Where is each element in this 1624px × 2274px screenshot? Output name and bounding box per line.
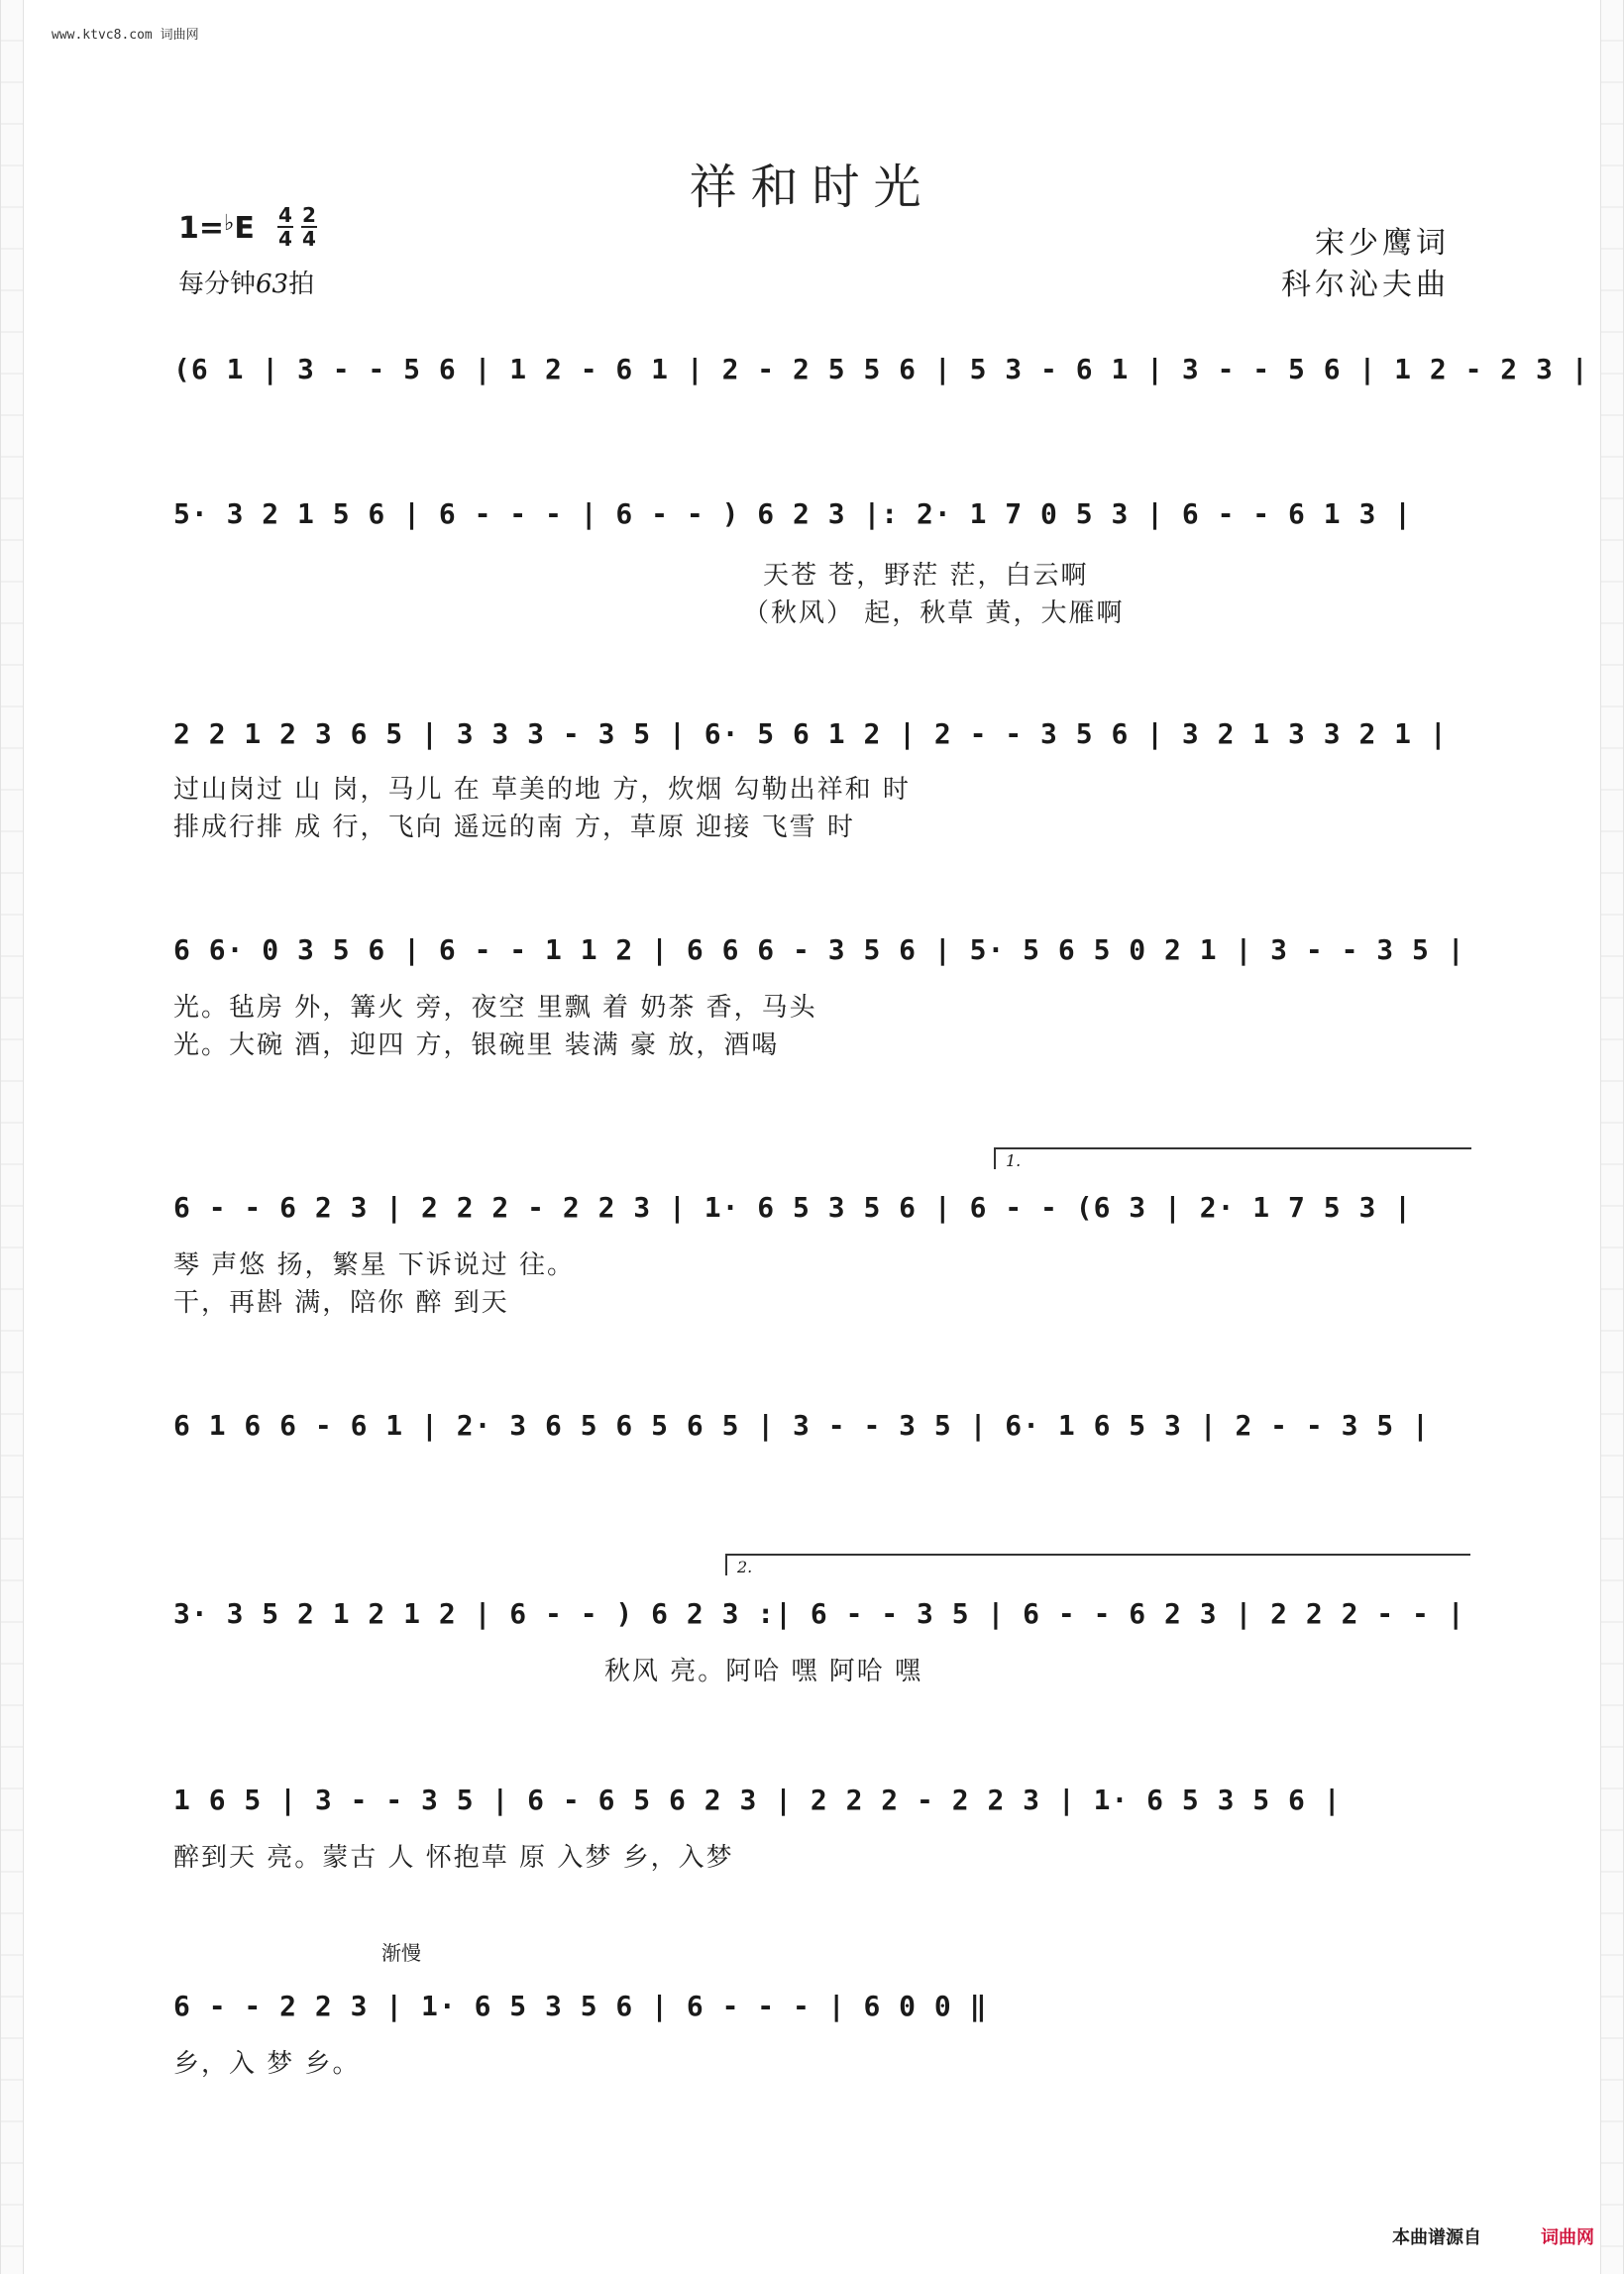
key-signature [178, 211, 255, 246]
notation-line: 5· 3 2 1 5 6 | 6 - - - | 6 - - ) 6 2 3 |: 2· 1 7 0 5 3 | 6 - - 6 1 3 | [173, 497, 1413, 530]
lyric-verse-2: 干，再斟 满，陪你 醉 到天 [173, 1288, 509, 1318]
left-watermark-strip [0, 0, 24, 2274]
composer-credit: 科尔沁夫曲 [1281, 268, 1450, 302]
notation-line: 6 - - 2 2 3 | 1· 6 5 3 5 6 | 6 - - - | 6 0 0 ‖ [173, 1990, 988, 2022]
lyric-verse-2: （秋风） 起，秋草 黄，大雁啊 [743, 598, 1125, 628]
lyric-verse-1: 醉到天 亮。蒙古 人 怀抱草 原 入梦 乡，入梦 [173, 1843, 734, 1873]
meter-bottom: 4 [278, 227, 292, 251]
key-letter: E [234, 211, 255, 246]
notation-line: 1 6 5 | 3 - - 3 5 | 6 - 6 5 6 2 3 | 2 2 2 - 2 2 3 | 1· 6 5 3 5 6 | [173, 1784, 1342, 1816]
lyric-verse-2: 光。大碗 酒，迎四 方，银碗里 装满 豪 放，酒喝 [173, 1030, 780, 1060]
lyric-verse-2: 排成行排 成 行，飞向 遥远的南 方，草原 迎接 飞雪 时 [173, 812, 855, 842]
tempo-value: 63 [256, 270, 289, 299]
time-signatures [277, 204, 317, 250]
lyric-verse-1: 琴 声悠 扬，繁星 下诉说过 往。 [173, 1250, 576, 1280]
notation-line: 2 2 1 2 3 6 5 | 3 3 3 - 3 5 | 6· 5 6 1 2 | 2 - - 3 5 6 | 3 2 1 3 3 2 1 | [173, 717, 1448, 750]
tempo-marking [178, 264, 314, 300]
lyric-verse-1: 天苍 苍，野茫 茫，白云啊 [763, 561, 1089, 591]
notation-line: 6 1 6 6 - 6 1 | 2· 3 6 5 6 5 6 5 | 3 - - 3 5 | 6· 1 6 5 3 | 2 - - 3 5 | [173, 1409, 1430, 1442]
notation-line: 6 - - 6 2 3 | 2 2 2 - 2 2 3 | 1· 6 5 3 5 6 | 6 - - (6 3 | 2· 1 7 5 3 | [173, 1191, 1413, 1224]
lyric-verse-1: 过山岗过 山 岗，马儿 在 草美的地 方，炊烟 勾勒出祥和 时 [173, 775, 911, 805]
meter-top: 2 [302, 203, 316, 227]
first-ending-bracket [994, 1147, 1471, 1169]
footer-source-label: 本曲谱源自 [1392, 2227, 1481, 2248]
volta-label: 1. [1006, 1151, 1022, 1170]
second-ending-bracket [725, 1554, 1470, 1575]
right-watermark-strip [1600, 0, 1624, 2274]
notation-line: 3· 3 5 2 1 2 1 2 | 6 - - ) 6 2 3 :| 6 - - 3 5 | 6 - - 6 2 3 | 2 2 2 - - | [173, 1597, 1465, 1630]
time-signature [277, 204, 293, 250]
site-url-text[interactable]: www.ktvc8.com 词曲网 [52, 28, 199, 43]
notation-line: 6 6· 0 3 5 6 | 6 - - 1 1 2 | 6 6 6 - 3 5 6 | 5· 5 6 5 0 2 1 | 3 - - 3 5 | [173, 933, 1465, 966]
song-title: 祥和时光 [689, 160, 935, 215]
lyricist-credit: 宋少鹰词 [1315, 226, 1450, 261]
tempo-prefix: 每分钟 [178, 270, 257, 299]
lyric-verse-1: 光。毡房 外，篝火 旁，夜空 里飘 着 奶茶 香，马头 [173, 993, 817, 1023]
meter-top: 4 [278, 203, 292, 227]
notation-line: (6 1 | 3 - - 5 6 | 1 2 - 6 1 | 2 - 2 5 5 6 | 5 3 - 6 1 | 3 - - 5 6 | 1 2 - 2 3 | [173, 353, 1589, 385]
time-signature [301, 204, 317, 250]
lyric-verse-1: 乡，入 梦 乡。 [173, 2049, 361, 2079]
meter-bottom: 4 [302, 227, 316, 251]
volta-label: 2. [737, 1558, 753, 1576]
lyric-verse-1: 秋风 亮。阿哈 嘿 阿哈 嘿 [604, 1657, 923, 1686]
footer-brand-link[interactable]: 词曲网 [1541, 2227, 1594, 2248]
flat-icon: ♭ [224, 211, 235, 236]
tempo-suffix: 拍 [288, 270, 315, 299]
key-prefix: 1= [178, 211, 225, 246]
tempo-change-mark: 渐慢 [381, 1941, 421, 1965]
